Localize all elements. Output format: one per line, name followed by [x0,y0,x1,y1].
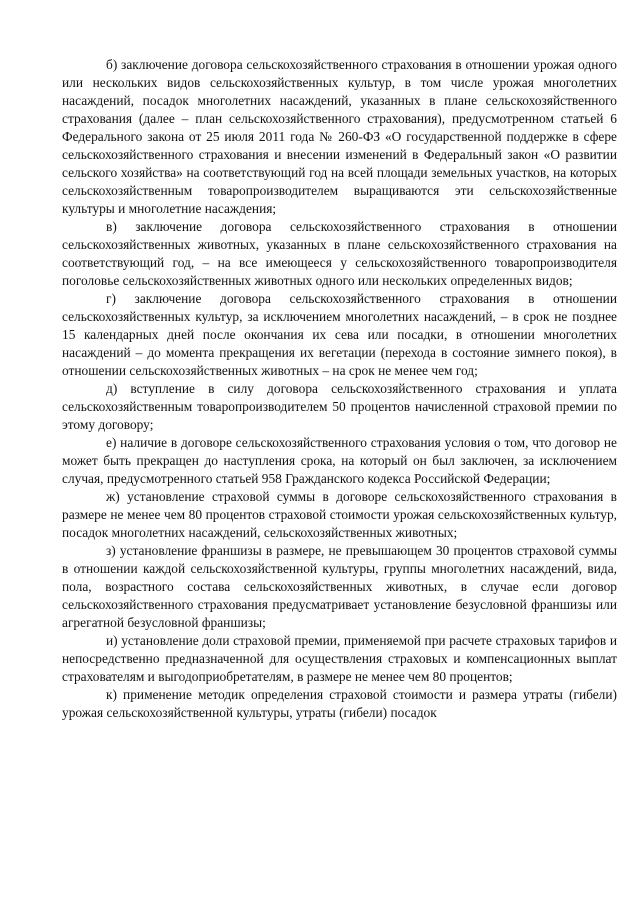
paragraph-z: з) установление франшизы в размере, не превышающем 30 процентов страховой суммы в отношении каждой сельскохозяйственной культуры, группы многолетних насаждений, вида, пола, возрастного состава сельскохозяйственных животных, в случае если договор сельскохозяйственного страхования предусматривает установление безусловной франшизы или агрегатной безусловной франшизы; [62,543,617,630]
paragraph-i: и) установление доли страховой премии, применяемой при расчете страховых тарифов и непосредственно предназначенной для осуществления страховых и компенсационных выплат страхователям и выгодоприобретателям, в размере не менее чем 80 процентов; [62,633,617,684]
paragraph-g: г) заключение договора сельскохозяйственного страхования в отношении сельскохозяйственных культур, за исключением многолетних насаждений, – в срок не позднее 15 календарных дней после окончания их сева или посадки, в отношении многолетних насаждений – до момента прекращения их вегетации (перехода в состояние зимнего покоя), в отношении сельскохозяйственных животных – на срок не менее чем год; [62,291,617,378]
document-page [62,56,617,722]
paragraph-k: к) применение методик определения страховой стоимости и размера утраты (гибели) урожая сельскохозяйственной культуры, утраты (гибели) посадок [62,687,617,720]
paragraph-v: в) заключение договора сельскохозяйственного страхования в отношении сельскохозяйственных животных, указанных в плане сельскохозяйственного страхования на соответствующий год, – на все имеющееся у сельскохозяйственного товаропроизводителя поголовье сельскохозяйственных животных одного или нескольких определенных видов; [62,219,617,288]
paragraph-d: д) вступление в силу договора сельскохозяйственного страхования и уплата сельскохозяйственным товаропроизводителем 50 процентов начисленной страховой премии по этому договору; [62,381,617,432]
paragraph-b: б) заключение договора сельскохозяйственного страхования в отношении урожая одного или нескольких видов сельскохозяйственных культур, в том числе урожая многолетних насаждений, посадок многолетних насаждений, указанных в плане сельскохозяйственного страхования (далее – план сельскохозяйственного страхования), предусмотренном статьей 6 Федерального закона от 25 июля 2011 года № 260-ФЗ «О государственной поддержке в сфере сельскохозяйственного страхования и внесении изменений в Федеральный закон «О развитии сельского хозяйства» на соответствующий год на всей площади земельных участков, на которых сельскохозяйственным товаропроизводителем выращиваются эти сельскохозяйственные культуры и многолетние насаждения; [62,57,617,216]
paragraph-zh: ж) установление страховой суммы в договоре сельскохозяйственного страхования в размере не менее чем 80 процентов страховой стоимости урожая сельскохозяйственных культур, посадок многолетних насаждений, сельскохозяйственных животных; [62,489,617,540]
paragraph-e: е) наличие в договоре сельскохозяйственного страхования условия о том, что договор не может быть прекращен до наступления срока, на который он был заключен, за исключением случая, предусмотренного статьей 958 Гражданского кодекса Российской Федерации; [62,435,617,486]
